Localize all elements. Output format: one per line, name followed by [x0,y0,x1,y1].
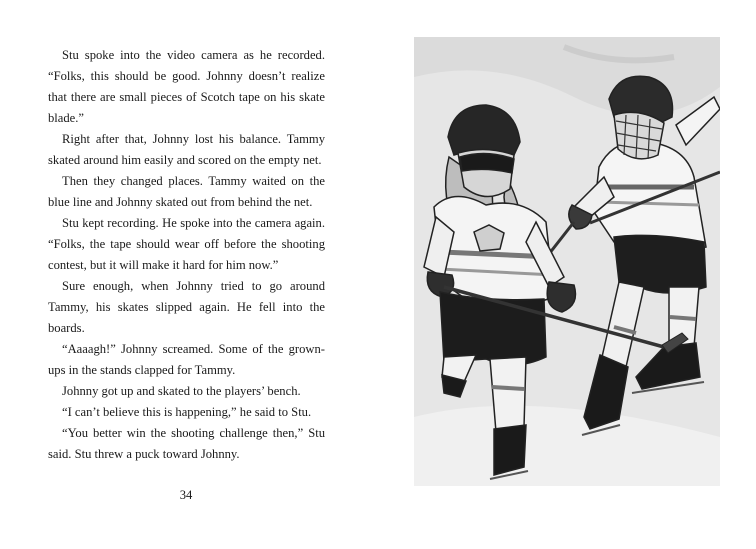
paragraph: “You better win the shooting challenge then,” Stu said. Stu threw a puck toward Johnny. [48,426,325,461]
paragraph: Johnny got up and skated to the players’ bench. [62,384,301,398]
paragraph: Stu kept recording. He spoke into the camera again. “Folks, the tape should wear off before the shooting contest, but it will make it hard for him now.” [48,216,325,272]
paragraph: “Aaaagh!” Johnny screamed. Some of the grown-ups in the stands clapped for Tammy. [48,342,325,377]
paragraph: Sure enough, when Johnny tried to go around Tammy, his skates slipped again. He fell into the boards. [48,279,325,335]
hockey-players-drawing [414,37,720,486]
paragraph: Right after that, Johnny lost his balance. Tammy skated around him easily and scored on the empty net. [48,132,325,167]
story-text [48,45,325,465]
paragraph: Then they changed places. Tammy waited on the blue line and Johnny skated out from behind the net. [48,174,325,209]
paragraph: “I can’t believe this is happening,” he said to Stu. [62,405,312,419]
hockey-illustration [414,37,720,486]
page-number: 34 [179,488,193,502]
paragraph: Stu spoke into the video camera as he recorded. “Folks, this should be good. Johnny doesn’t realize that there are small pieces of Scotch tape on his skate blade.” [48,48,325,125]
